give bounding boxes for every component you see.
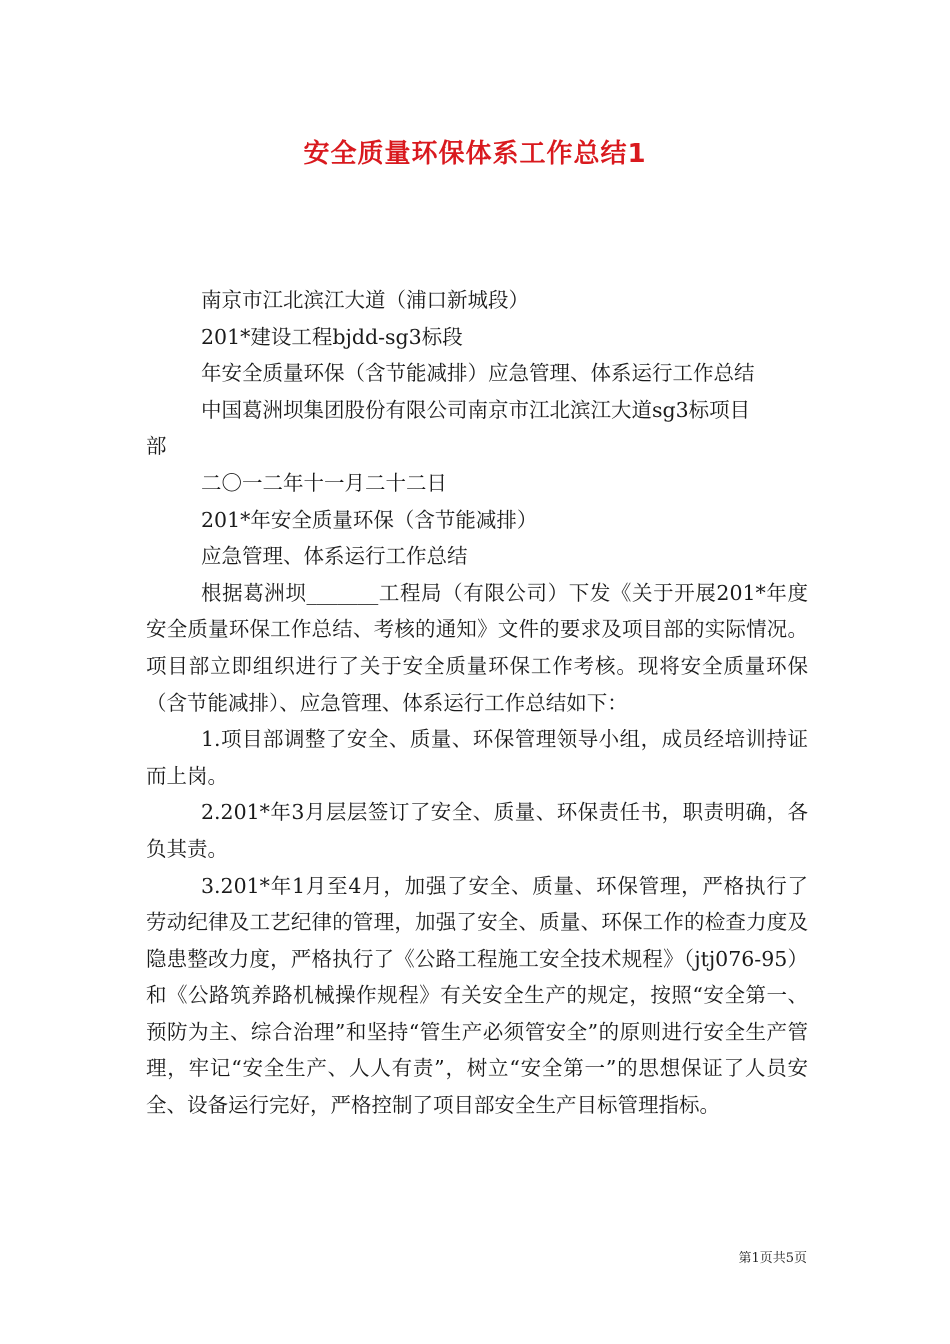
header-line-company-cont: 部: [146, 434, 167, 459]
paragraph-intro: 根据葛洲坝_______工程局（有限公司）下发《关于开展201*年度安全质量环保工作总结、考核的通知》文件的要求及项目部的实际情况。项目部立即组织进行了关于安全质量环保工作考核。现将安全质量环保（含节能减排）、应急管理、体系运行工作总结如下：: [146, 580, 808, 715]
header-line-company: 中国葛洲坝集团股份有限公司南京市江北滨江大道sg3标项目: [201, 397, 751, 422]
document-title: 安全质量环保体系工作总结1: [303, 139, 647, 169]
page-number-footer: 第1页共5页: [738, 1251, 807, 1266]
header-line-project: 南京市江北滨江大道（浦口新城段）: [201, 288, 529, 312]
header-line-report-name: 年安全质量环保（含节能减排）应急管理、体系运行工作总结: [201, 361, 755, 386]
paragraph-item-2: 2.201*年3月层层签订了安全、质量、环保责任书，职责明确，各负其责。: [146, 800, 808, 861]
paragraph-item-3: 3.201*年1月至4月，加强了安全、质量、环保管理，严格执行了劳动纪律及工艺纪律的管理，加强了安全、质量、环保工作的检查力度及隐患整改力度，严格执行了《公路工程施工安全技术规程》（jtj076-95）和《公路筑养路机械操作规程》有关安全生产的规定，按照“安全第一、预防为主、综合治理”和坚持“管生产必须管安全”的原则进行安全生产管理，牢记“安全生产、人人有责”，树立“安全第一”的思想保证了人员安全、设备运行完好，严格控制了项目部安全生产目标管理指标。: [146, 873, 808, 1118]
header-line-subtitle-2: 应急管理、体系运行工作总结: [201, 544, 468, 569]
header-line-subtitle-1: 201*年安全质量环保（含节能减排）: [201, 507, 538, 532]
header-line-date: 二〇一二年十一月二十二日: [201, 470, 447, 495]
document-body: [146, 282, 808, 1124]
paragraph-item-1: 1.项目部调整了安全、质量、环保管理领导小组，成员经培训持证而上岗。: [146, 727, 808, 788]
header-line-section: 201*建设工程bjdd-sg3标段: [201, 324, 463, 349]
